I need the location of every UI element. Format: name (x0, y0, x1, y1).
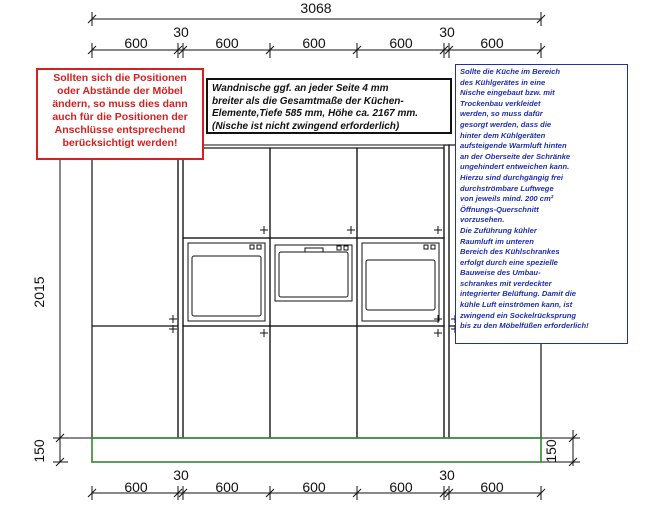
niche-note (206, 78, 452, 134)
upper-door-2 (270, 148, 357, 238)
upper-door-3 (357, 148, 444, 238)
total-width-label: 3068 (300, 0, 332, 16)
bottom-segment-1: 600 (124, 479, 148, 495)
lower-door-2 (270, 326, 357, 438)
warning-note-positions (36, 68, 204, 160)
top-segment-4: 600 (302, 35, 326, 51)
top-segment-1: 600 (124, 35, 148, 51)
bottom-segment-7: 600 (480, 479, 504, 495)
oven-right-housing (357, 238, 444, 326)
warning-note-text: Sollten sich die Positionen oder Abstände der Möbel ändern, so muss dies dann auch für die Positionen der Anschlüsse entsprechend berücksichtigt werden! (52, 72, 188, 149)
microwave-housing (270, 238, 357, 326)
plinth-outline (92, 438, 541, 462)
oven-right (362, 243, 439, 321)
bottom-segment-4: 600 (302, 479, 326, 495)
bottom-segment-6: 30 (439, 467, 455, 483)
bottom-segment-2: 30 (173, 467, 189, 483)
plinth-left-label: 150 (31, 439, 47, 463)
lower-door-3 (357, 326, 444, 438)
bottom-segment-3: 600 (215, 479, 239, 495)
ventilation-note (455, 64, 628, 344)
height-main-label: 2015 (31, 276, 47, 308)
left-height-dimension (53, 141, 92, 466)
top-segment-6: 30 (439, 24, 455, 40)
right-filler-strip (444, 145, 449, 438)
ventilation-note-text: Sollte die Küche im Bereich des Kühlgerätes in eine Nische eingebaut bzw. mit Trockenbau verkleidet werden, so muss dafür gesorgt werden, dass die hinter dem Kühlgeräten aufsteigende Warmluft hinten an der Oberseite der Schränke ungehindert entweichen kann. Hierzu sind durchgängig frei durchströmbare Luftwege von jeweils mind. 200 cm² Öffnungs-Querschnitt vorzusehen. Die Zuführung kühler Raumluft im unteren Bereich des Kühlschrankes erfolgt durch eine spezielle Bauweise des Umbau- schrankes mit verdeckter integrierter Belüftung. Damit die kühle Luft einströmen kann, ist zwingend ein Sockelrücksprung bis zu den Möbelfüßen erforderlich! (460, 67, 589, 331)
left-tall-cabinet (92, 145, 178, 438)
upper-door-1 (183, 148, 270, 238)
oven-left (188, 243, 265, 321)
top-segment-3: 600 (215, 35, 239, 51)
oven-left-housing (183, 238, 270, 326)
top-segment-2: 30 (173, 24, 189, 40)
niche-note-text: Wandnische ggf. an jeder Seite 4 mm breiter als die Gesamtmaße der Küchen- Elemente,Tiefe 585 mm, Höhe ca. 2167 mm. (Nische ist nicht zwingend erforderlich) (212, 83, 419, 132)
left-filler-strip (178, 145, 183, 438)
top-segment-5: 600 (389, 35, 413, 51)
microwave (275, 245, 352, 301)
lower-door-1 (183, 326, 270, 438)
bottom-segment-5: 600 (389, 479, 413, 495)
plinth-right-label: 150 (543, 439, 559, 463)
top-segment-7: 600 (480, 35, 504, 51)
